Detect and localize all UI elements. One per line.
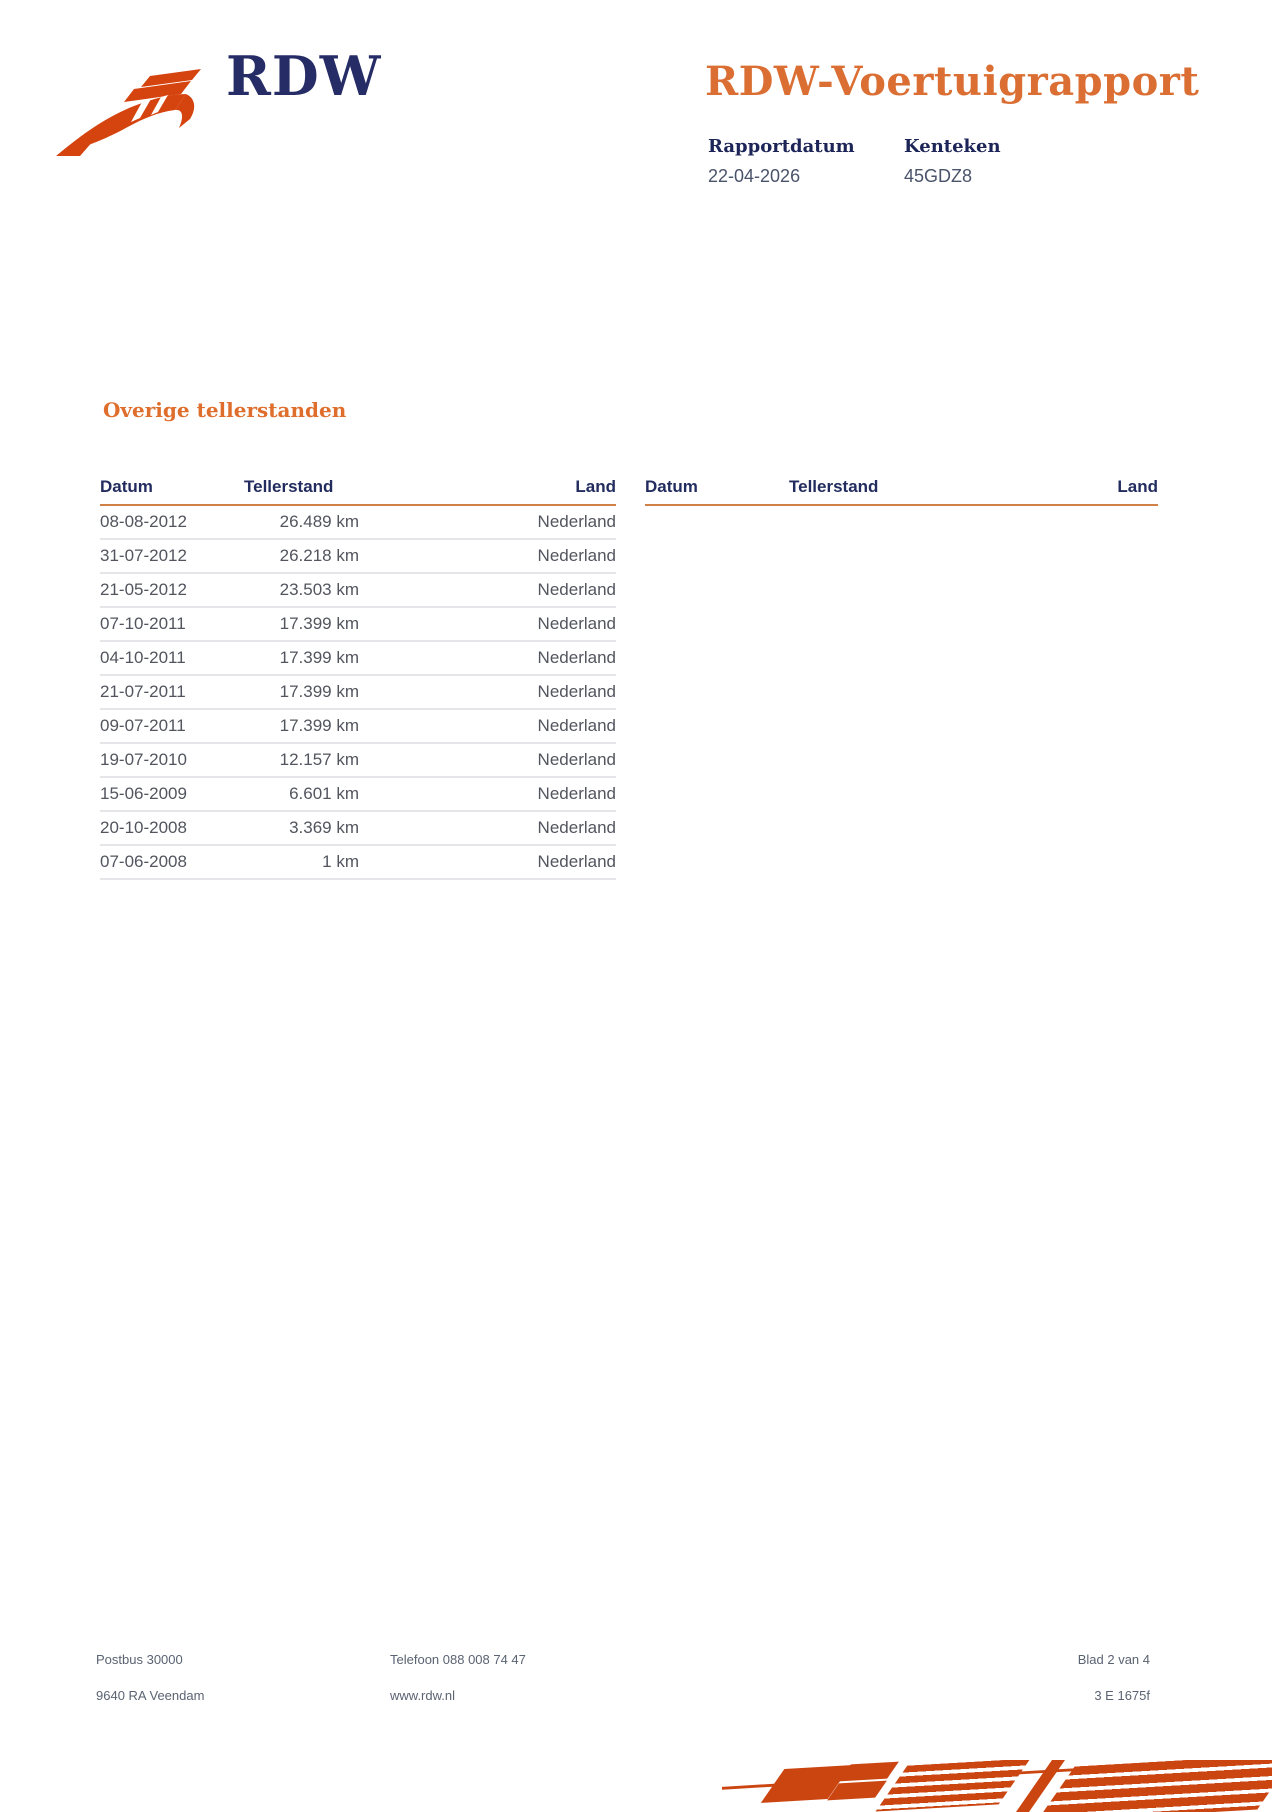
right-table-body (645, 505, 1158, 879)
column-header-datum: Datum (100, 477, 235, 505)
left-table-body (100, 505, 616, 879)
table-cell: 1 km (235, 845, 359, 879)
section-heading: Overige tellerstanden (103, 398, 347, 422)
table-cell: Nederland (359, 675, 616, 709)
table-row (100, 811, 616, 845)
report-date-value: 22-04-2026 (708, 166, 801, 186)
table-cell: 17.399 km (235, 607, 359, 641)
report-meta (708, 136, 1001, 187)
table-cell: Nederland (359, 811, 616, 845)
table-row (100, 845, 616, 879)
footer-phone: Telefoon 088 008 74 47 (390, 1652, 526, 1667)
table-cell: Nederland (359, 573, 616, 607)
table-cell: 6.601 km (235, 777, 359, 811)
footer-page-indicator: Blad 2 van 4 (1077, 1652, 1150, 1667)
column-header-land: Land (359, 477, 616, 505)
column-header-tellerstand: Tellerstand (235, 477, 359, 505)
table-row (100, 675, 616, 709)
table-row (100, 573, 616, 607)
table-cell: 21-05-2012 (100, 573, 235, 607)
rdw-logo-swoosh-icon (54, 66, 204, 165)
table-cell: Nederland (359, 607, 616, 641)
page-title: RDW-Voertuigrapport (705, 58, 1200, 105)
table-cell: 17.399 km (235, 709, 359, 743)
table-row (100, 607, 616, 641)
footer-contact (390, 1652, 526, 1724)
footer-address (96, 1652, 204, 1724)
odometer-tables (100, 477, 1158, 880)
table-cell: 3.369 km (235, 811, 359, 845)
table-cell: 08-08-2012 (100, 505, 235, 539)
footer-postbus: Postbus 30000 (96, 1652, 183, 1667)
table-cell: 31-07-2012 (100, 539, 235, 573)
footer-website: www.rdw.nl (390, 1688, 456, 1703)
table-cell: 20-10-2008 (100, 811, 235, 845)
table-row (100, 641, 616, 675)
license-plate-label: Kenteken (904, 136, 1001, 157)
table-cell: 15-06-2009 (100, 777, 235, 811)
odometer-table-left (100, 477, 616, 880)
odometer-table-right (645, 477, 1158, 880)
table-header-row (645, 477, 1158, 505)
column-header-land: Land (904, 477, 1158, 505)
table-cell: Nederland (359, 845, 616, 879)
table-cell: 17.399 km (235, 641, 359, 675)
table-cell: Nederland (359, 743, 616, 777)
column-header-datum: Datum (645, 477, 780, 505)
footer-paging (1078, 1652, 1150, 1724)
table-cell: 07-10-2011 (100, 607, 235, 641)
table-cell: 07-06-2008 (100, 845, 235, 879)
rdw-footer-swoosh-graphic (722, 1760, 1272, 1812)
table-cell: 21-07-2011 (100, 675, 235, 709)
table-cell: Nederland (359, 539, 616, 573)
table-cell: 12.157 km (235, 743, 359, 777)
table-cell: 09-07-2011 (100, 709, 235, 743)
table-cell: Nederland (359, 505, 616, 539)
license-plate-value: 45GDZ8 (904, 166, 973, 186)
table-cell: 04-10-2011 (100, 641, 235, 675)
column-header-tellerstand: Tellerstand (780, 477, 904, 505)
table-cell: 26.218 km (235, 539, 359, 573)
license-plate-field (904, 136, 1001, 187)
table-cell: Nederland (359, 641, 616, 675)
footer-city: 9640 RA Veendam (96, 1688, 205, 1703)
table-row (100, 709, 616, 743)
table-cell: 17.399 km (235, 675, 359, 709)
rdw-logo-text: RDW (226, 44, 382, 108)
report-date-field (708, 136, 904, 187)
table-row (100, 505, 616, 539)
table-cell: Nederland (359, 777, 616, 811)
table-cell: Nederland (359, 709, 616, 743)
table-cell: 23.503 km (235, 573, 359, 607)
report-date-label: Rapportdatum (708, 136, 855, 157)
table-cell: 19-07-2010 (100, 743, 235, 777)
table-row (100, 777, 616, 811)
table-cell: 26.489 km (235, 505, 359, 539)
table-row (100, 743, 616, 777)
footer-doc-code: 3 E 1675f (1094, 1688, 1150, 1703)
table-row (100, 539, 616, 573)
table-header-row (100, 477, 616, 505)
